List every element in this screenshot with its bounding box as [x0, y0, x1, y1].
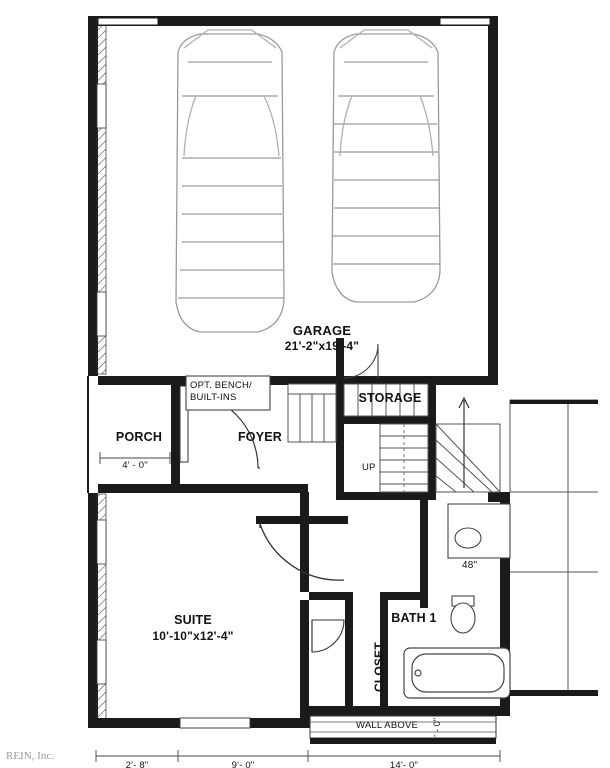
- wall-closet-left: [345, 592, 353, 706]
- vanity-counter: [448, 504, 510, 558]
- room-label-storage: STORAGE: [358, 391, 422, 405]
- wall-stair-bottom: [336, 492, 436, 500]
- window-bottom-suite: [180, 718, 250, 728]
- wall-porch-right: [171, 385, 180, 485]
- door-closet-swing: [312, 620, 344, 652]
- window-left-3: [97, 520, 106, 564]
- annotation-opt-bench-line1: OPT. BENCH/: [190, 380, 252, 391]
- garage-entry-steps: [288, 384, 336, 442]
- room-label-garage: GARAGE: [292, 323, 352, 338]
- wall-bath-left-lower: [420, 592, 428, 608]
- dimension-wall-above: 2' - 0": [432, 717, 442, 742]
- wall-foyer-bottom: [180, 484, 308, 493]
- watermark-rein: REIN, Inc.: [6, 750, 54, 762]
- wall-exterior-left-upper: [88, 16, 98, 376]
- car-left-outline: [176, 30, 284, 332]
- dimension-bottom-left: 2'- 8": [125, 760, 149, 768]
- sink-basin: [455, 528, 481, 548]
- stair-winder: [436, 424, 500, 492]
- stair-treads-lower: [380, 424, 428, 492]
- wall-porch-bottom: [88, 484, 180, 493]
- wall-stair-right: [428, 376, 436, 500]
- dimension-bottom-right: 14'- 0": [389, 760, 419, 768]
- wall-stair-left: [336, 376, 344, 500]
- window-left-1: [97, 84, 106, 128]
- garage-door-opening-right: [440, 18, 490, 25]
- room-label-foyer: FOYER: [237, 430, 283, 444]
- annotation-opt-bench-line2: BUILT-INS: [190, 392, 237, 403]
- wall-interior-suite-right-upper: [300, 492, 309, 592]
- dimension-vanity-width: 48": [462, 560, 478, 571]
- wall-exterior-bottom-right: [300, 706, 510, 716]
- window-left-4: [97, 640, 106, 684]
- wall-bath-left-upper: [420, 492, 428, 600]
- toilet-fixture: [451, 596, 475, 633]
- room-dimension-garage: 21'-2"x19'-4": [284, 339, 360, 353]
- porch-open-left: [88, 376, 98, 493]
- annotation-wall-above: WALL ABOVE: [356, 720, 419, 731]
- room-label-suite: SUITE: [174, 613, 212, 627]
- wall-suite-header: [256, 516, 348, 524]
- garage-door-opening-left: [98, 18, 158, 25]
- wall-right-neighbor-top: [510, 400, 598, 404]
- room-dimension-suite: 10'-10"x12'-4": [152, 629, 234, 643]
- room-label-porch: PORCH: [115, 430, 163, 444]
- wall-right-stub: [488, 492, 500, 502]
- wall-closet-top-left: [309, 592, 353, 600]
- wall-exterior-right-upper: [488, 16, 498, 376]
- wall-right-neighbor-bottom: [510, 690, 598, 696]
- wall-storage-bottom: [344, 416, 436, 424]
- annotation-stair-up: UP: [362, 462, 376, 473]
- room-label-closet: CLOSET: [372, 642, 386, 692]
- bathtub-fixture: [404, 648, 510, 698]
- dimension-porch-depth: 4' - 0": [122, 460, 148, 471]
- room-label-bath1: BATH 1: [391, 611, 437, 625]
- wall-closet-top-right: [380, 592, 420, 600]
- wall-exterior-left-lower: [88, 492, 98, 728]
- wall-interior-suite-right-lower: [300, 600, 309, 718]
- dimension-bottom-mid: 9'- 0": [231, 760, 255, 768]
- wall-below-wall-above: [310, 738, 496, 744]
- window-left-2: [97, 292, 106, 336]
- car-right-outline: [332, 30, 440, 302]
